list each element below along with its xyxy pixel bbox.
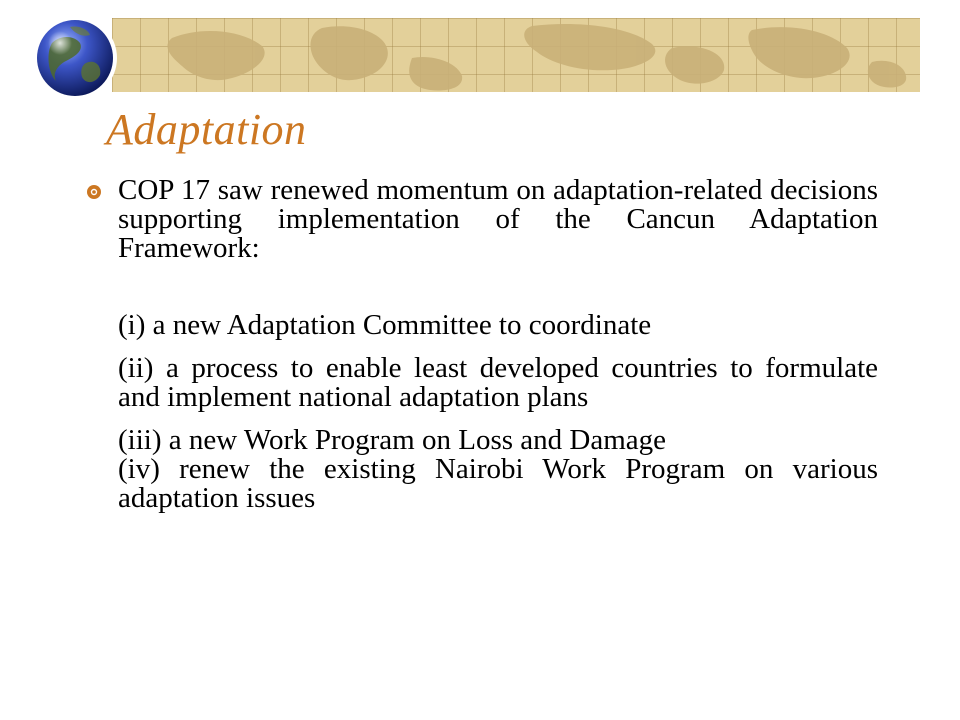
world-map-decoration: [112, 18, 920, 92]
sub-item: (iii) a new Work Program on Loss and Damage: [118, 424, 666, 456]
bullet-text: COP 17 saw renewed momentum on adaptation-related decisions supporting implementation of the Cancun Adaptation Framework:: [118, 174, 878, 264]
bullet-item: [118, 176, 878, 263]
sub-item: (ii) a process to enable least developed countries to formulate and implement national adaptation plans: [118, 352, 878, 413]
bullet-sphere-icon: [86, 184, 102, 200]
sub-item-list: [118, 311, 878, 513]
sub-item: (i) a new Adaptation Committee to coordinate: [118, 309, 652, 341]
sub-item: (iv) renew the existing Nairobi Work Program on various adaptation issues: [118, 453, 878, 514]
header-banner: [112, 18, 920, 92]
globe-icon: [30, 13, 120, 103]
slide-body: [118, 176, 878, 527]
slide-title: Adaptation: [106, 105, 307, 154]
